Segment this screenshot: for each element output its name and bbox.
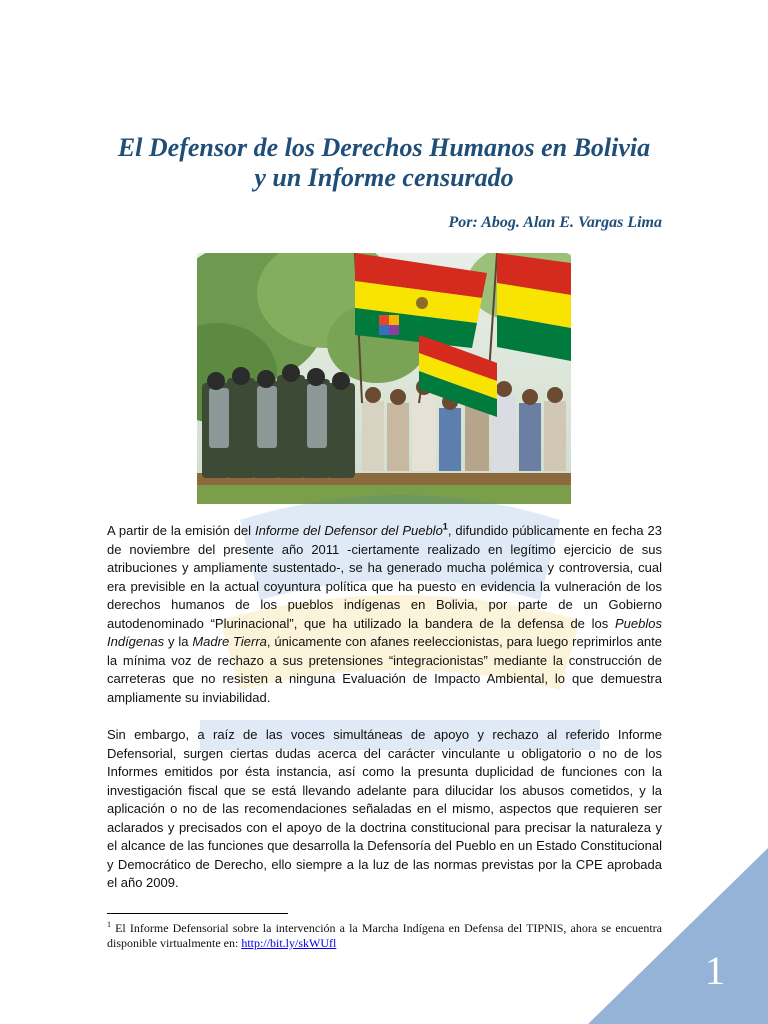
author-byline: Por: Abog. Alan E. Vargas Lima: [448, 214, 662, 231]
p1-text-a: A partir de la emisión del: [107, 523, 255, 538]
paragraph-2: Sin embargo, a raíz de las voces simultáneas de apoyo y rechazo al referido Informe Defensorial, surgen ciertas dudas acerca del carácter vinculante u obligatorio o no de los Informes emitidos por ésta instancia, así como la presunta duplicidad de funciones con la investigación fiscal que se está llevando adelante para dilucidar los abusos cometidos, y la aplicación o no de las recomendaciones señaladas en el mismo, aspectos que requieren ser aclarados y precisados con el apoyo de la doctrina constitucional para precisar la naturaleza y el alcance de las funciones que desarrolla la Defensoría del Pueblo en un Estado Constitucional y Democrático de Derecho, ello siempre a la luz de las normas previstas por la CPE aprobada el año 2009.: [107, 727, 662, 890]
p1-italic-madre-tierra: Madre Tierra: [192, 634, 267, 649]
corner-triangle-decoration: [588, 848, 768, 1024]
p1-italic-pueblos: Pueblos Indígenas: [107, 615, 662, 649]
p1-text-b: , difundido públicamente en fecha 23 de noviembre del presente año 2011 -ciertamente realizado en legítimo ejercicio de sus atribuciones y ampliamente sustentado-, se ha generado mucha polémica y controversia, cual era previsible en la actual coyuntura política que ha puesto en evidencia la vulneración de los derechos humanos de los pueblos indígenas en Bolivia, por parte de un Gobierno autodenominado “Plurinacional”, que ha utilizado la bandera de la defensa de los: [107, 523, 662, 631]
footnote-text: El Informe Defensorial sobre la intervención a la Marcha Indígena en Defensa del TIPNIS, ahora se encuentra disponible virtualmente en:: [107, 921, 662, 950]
title-line-2: y un Informe censurado: [254, 163, 514, 192]
p1-italic-informe: Informe del Defensor del Pueblo: [255, 523, 443, 538]
footnote: [107, 921, 662, 951]
p1-text-d: , únicamente con afanes reeleccionistas, para luego reprimirlos ante la mínima voz de rechazo a sus pretensiones “integracionistas” mediante la construcción de carreteras que no resisten a ninguna Evaluación de Impacto Ambiental, lo que demuestra ampliamente su inviabilidad.: [107, 634, 662, 705]
protest-photo: [197, 253, 571, 504]
p1-text-c: y la: [164, 634, 193, 649]
footnote-ref[interactable]: 1: [442, 521, 448, 532]
document-title: [60, 133, 708, 193]
page-number: 1: [705, 948, 725, 993]
footnote-number: 1: [107, 920, 111, 929]
footnote-link[interactable]: http://bit.ly/skWUfl: [241, 936, 337, 950]
paragraph-1: [107, 522, 662, 707]
title-line-1: El Defensor de los Derechos Humanos en Bolivia: [117, 133, 651, 162]
footnote-separator: [107, 913, 288, 914]
